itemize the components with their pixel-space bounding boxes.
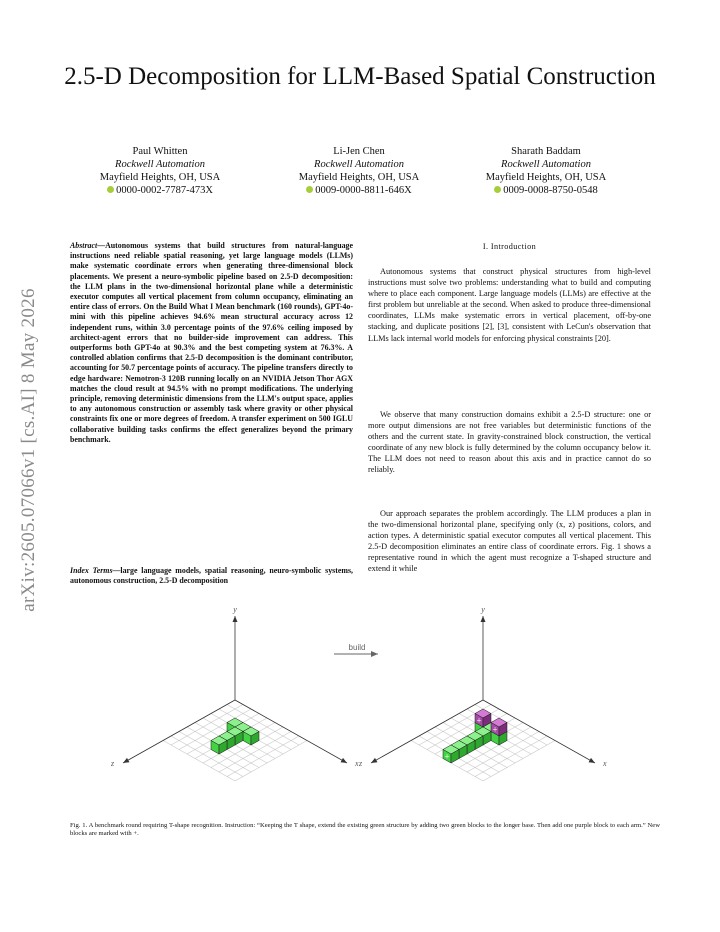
x-axis-arrowhead	[589, 758, 595, 763]
abstract	[70, 241, 353, 445]
section-heading: I. Introduction	[482, 242, 537, 251]
intro-paragraph-3: Our approach separates the problem accordingly. The LLM produces a plan in the two-dimensional horizontal plane, specifying only (x, z) positions, colors, and action types. A deterministic spatial executor computes all vertical placement. This 2.5-D decomposition eliminates an entire class of coordinate errors. Fig. 1 shows a representative round in which the agent must recognize a T-shaped structure and extend it while	[368, 509, 651, 574]
author-name: Sharath Baddam	[511, 146, 581, 157]
index-terms-text: —large language models, spatial reasoning, neuro-symbolic systems, autonomous construction, 2.5-D decomposition	[70, 566, 354, 586]
new-block-marker: +	[476, 715, 482, 726]
paper-title: 2.5-D Decomposition for LLM-Based Spatial Construction	[64, 63, 656, 90]
figure-panel-after	[358, 605, 607, 781]
author-orcid[interactable]: 0000-0002-7787-473X	[60, 184, 260, 197]
abstract-text: —Autonomous systems that build structures from natural-language instructions need reliable spatial reasoning, yet large language models (LLMs) make systematic coordinate errors when generating three-dimensional block placements. We present a neuro-symbolic pipeline based on 2.5-D decomposition: the LLM plans in the two-dimensional horizontal plane while a deterministic executor computes all vertical placement from column occupancy, eliminating an entire class of errors. On the Build What I Mean benchmark (160 rounds), GPT-4o-mini with this pipeline achieves 94.6% mean structural accuracy across 12 independent runs, within 3.0 percentage points of the 97.6% ceiling imposed by architect-agent errors that no builder-side improvement can address. This outperforms both GPT-4o at 90.3% and the best competing system at 76.3%. A controlled ablation confirms that 2.5-D decomposition is the dominant contributor, accounting for 50.7 percentage points of accuracy. The pipeline transfers directly to edge hardware: Nemotron-3 120B running locally on an NVIDIA Jetson Thor AGX matches the cloud result at 94.5% with no prompt modifications. The underlying principle, removing deterministic dimensions from the LLM's output space, applies to any autonomous construction or assembly task where gravity or other physical constraints fix one or more degrees of freedom. A transfer experiment on 500 IGLU collaborative building tasks confirms the effect generalizes beyond the primary benchmark.	[70, 241, 353, 444]
z-axis-arrowhead	[371, 758, 377, 763]
index-terms	[70, 566, 353, 586]
x-axis-label: x	[603, 759, 607, 768]
z-axis-label: z	[111, 759, 115, 768]
y-axis-arrowhead	[233, 616, 238, 622]
grid-line	[235, 741, 307, 782]
author-affiliation: Rockwell Automation	[314, 159, 404, 170]
figure-panel-before	[110, 605, 359, 781]
author-affiliation: Rockwell Automation	[501, 159, 591, 170]
grid-line	[483, 741, 555, 782]
intro-paragraph-1: Autonomous systems that construct physical structures from high-level instructions must solve two problems: understanding what to build and computing where to place each component. Large language models (LLMs) are effective at the first problem but unreliable at the second. When asked to produce three-dimensional coordinates, LLMs make systematic errors in vertical placement, off-by-one stacking, and duplicate positions [2], [3], consistent with LeCun's observation that LLMs lack internal world models for enforcing physical constraints [20].	[368, 267, 651, 343]
x-axis-label: x	[355, 759, 359, 768]
author-block-1	[60, 145, 260, 197]
author-orcid[interactable]: 0009-0008-8750-0548	[446, 184, 646, 197]
author-location: Mayfield Heights, OH, USA	[99, 172, 221, 183]
build-arrow	[334, 643, 378, 657]
index-terms-label: Index Terms	[70, 566, 113, 575]
author-name: Paul Whitten	[132, 146, 188, 157]
orcid-icon	[494, 186, 501, 193]
abstract-label: Abstract	[70, 241, 98, 250]
intro-paragraph-2: We observe that many construction domains exhibit a 2.5-D structure: one or more output dimensions are not free variables but deterministic functions of the others and the current state. In gravity-constrained block construction, the vertical coordinate of any new block is fully determined by the column occupancy below it. The LLM does not need to reason about this axis and in practice cannot do so reliably.	[368, 410, 651, 475]
build-arrow-label: build	[348, 643, 366, 652]
y-axis-label: y	[233, 605, 237, 614]
author-orcid[interactable]: 0009-0000-8811-646X	[259, 184, 459, 197]
x-axis-arrowhead	[341, 758, 347, 763]
author-block-2	[259, 145, 459, 197]
new-block-marker: +	[492, 724, 498, 735]
y-axis-label: y	[481, 605, 485, 614]
author-affiliation: Rockwell Automation	[115, 159, 205, 170]
figure-1	[60, 605, 670, 818]
orcid-icon	[107, 186, 114, 193]
z-axis-arrowhead	[123, 758, 129, 763]
figure-caption: Fig. 1. A benchmark round requiring T-shape recognition. Instruction: “Keeping the T shape, extend the existing green structure by adding two green blocks to the longer base. Then add one purple block to each arm.” New blocks are marked with +.	[70, 822, 660, 838]
z-axis-label: z	[359, 759, 363, 768]
author-name: Li-Jen Chen	[333, 146, 385, 157]
new-block-marker: +	[444, 751, 450, 762]
orcid-icon	[306, 186, 313, 193]
arxiv-identifier: arXiv:2605.07066v1 [cs.AI] 8 May 2026	[18, 288, 39, 612]
author-location: Mayfield Heights, OH, USA	[485, 172, 607, 183]
author-block-3	[446, 145, 646, 197]
y-axis-arrowhead	[481, 616, 486, 622]
author-location: Mayfield Heights, OH, USA	[298, 172, 420, 183]
